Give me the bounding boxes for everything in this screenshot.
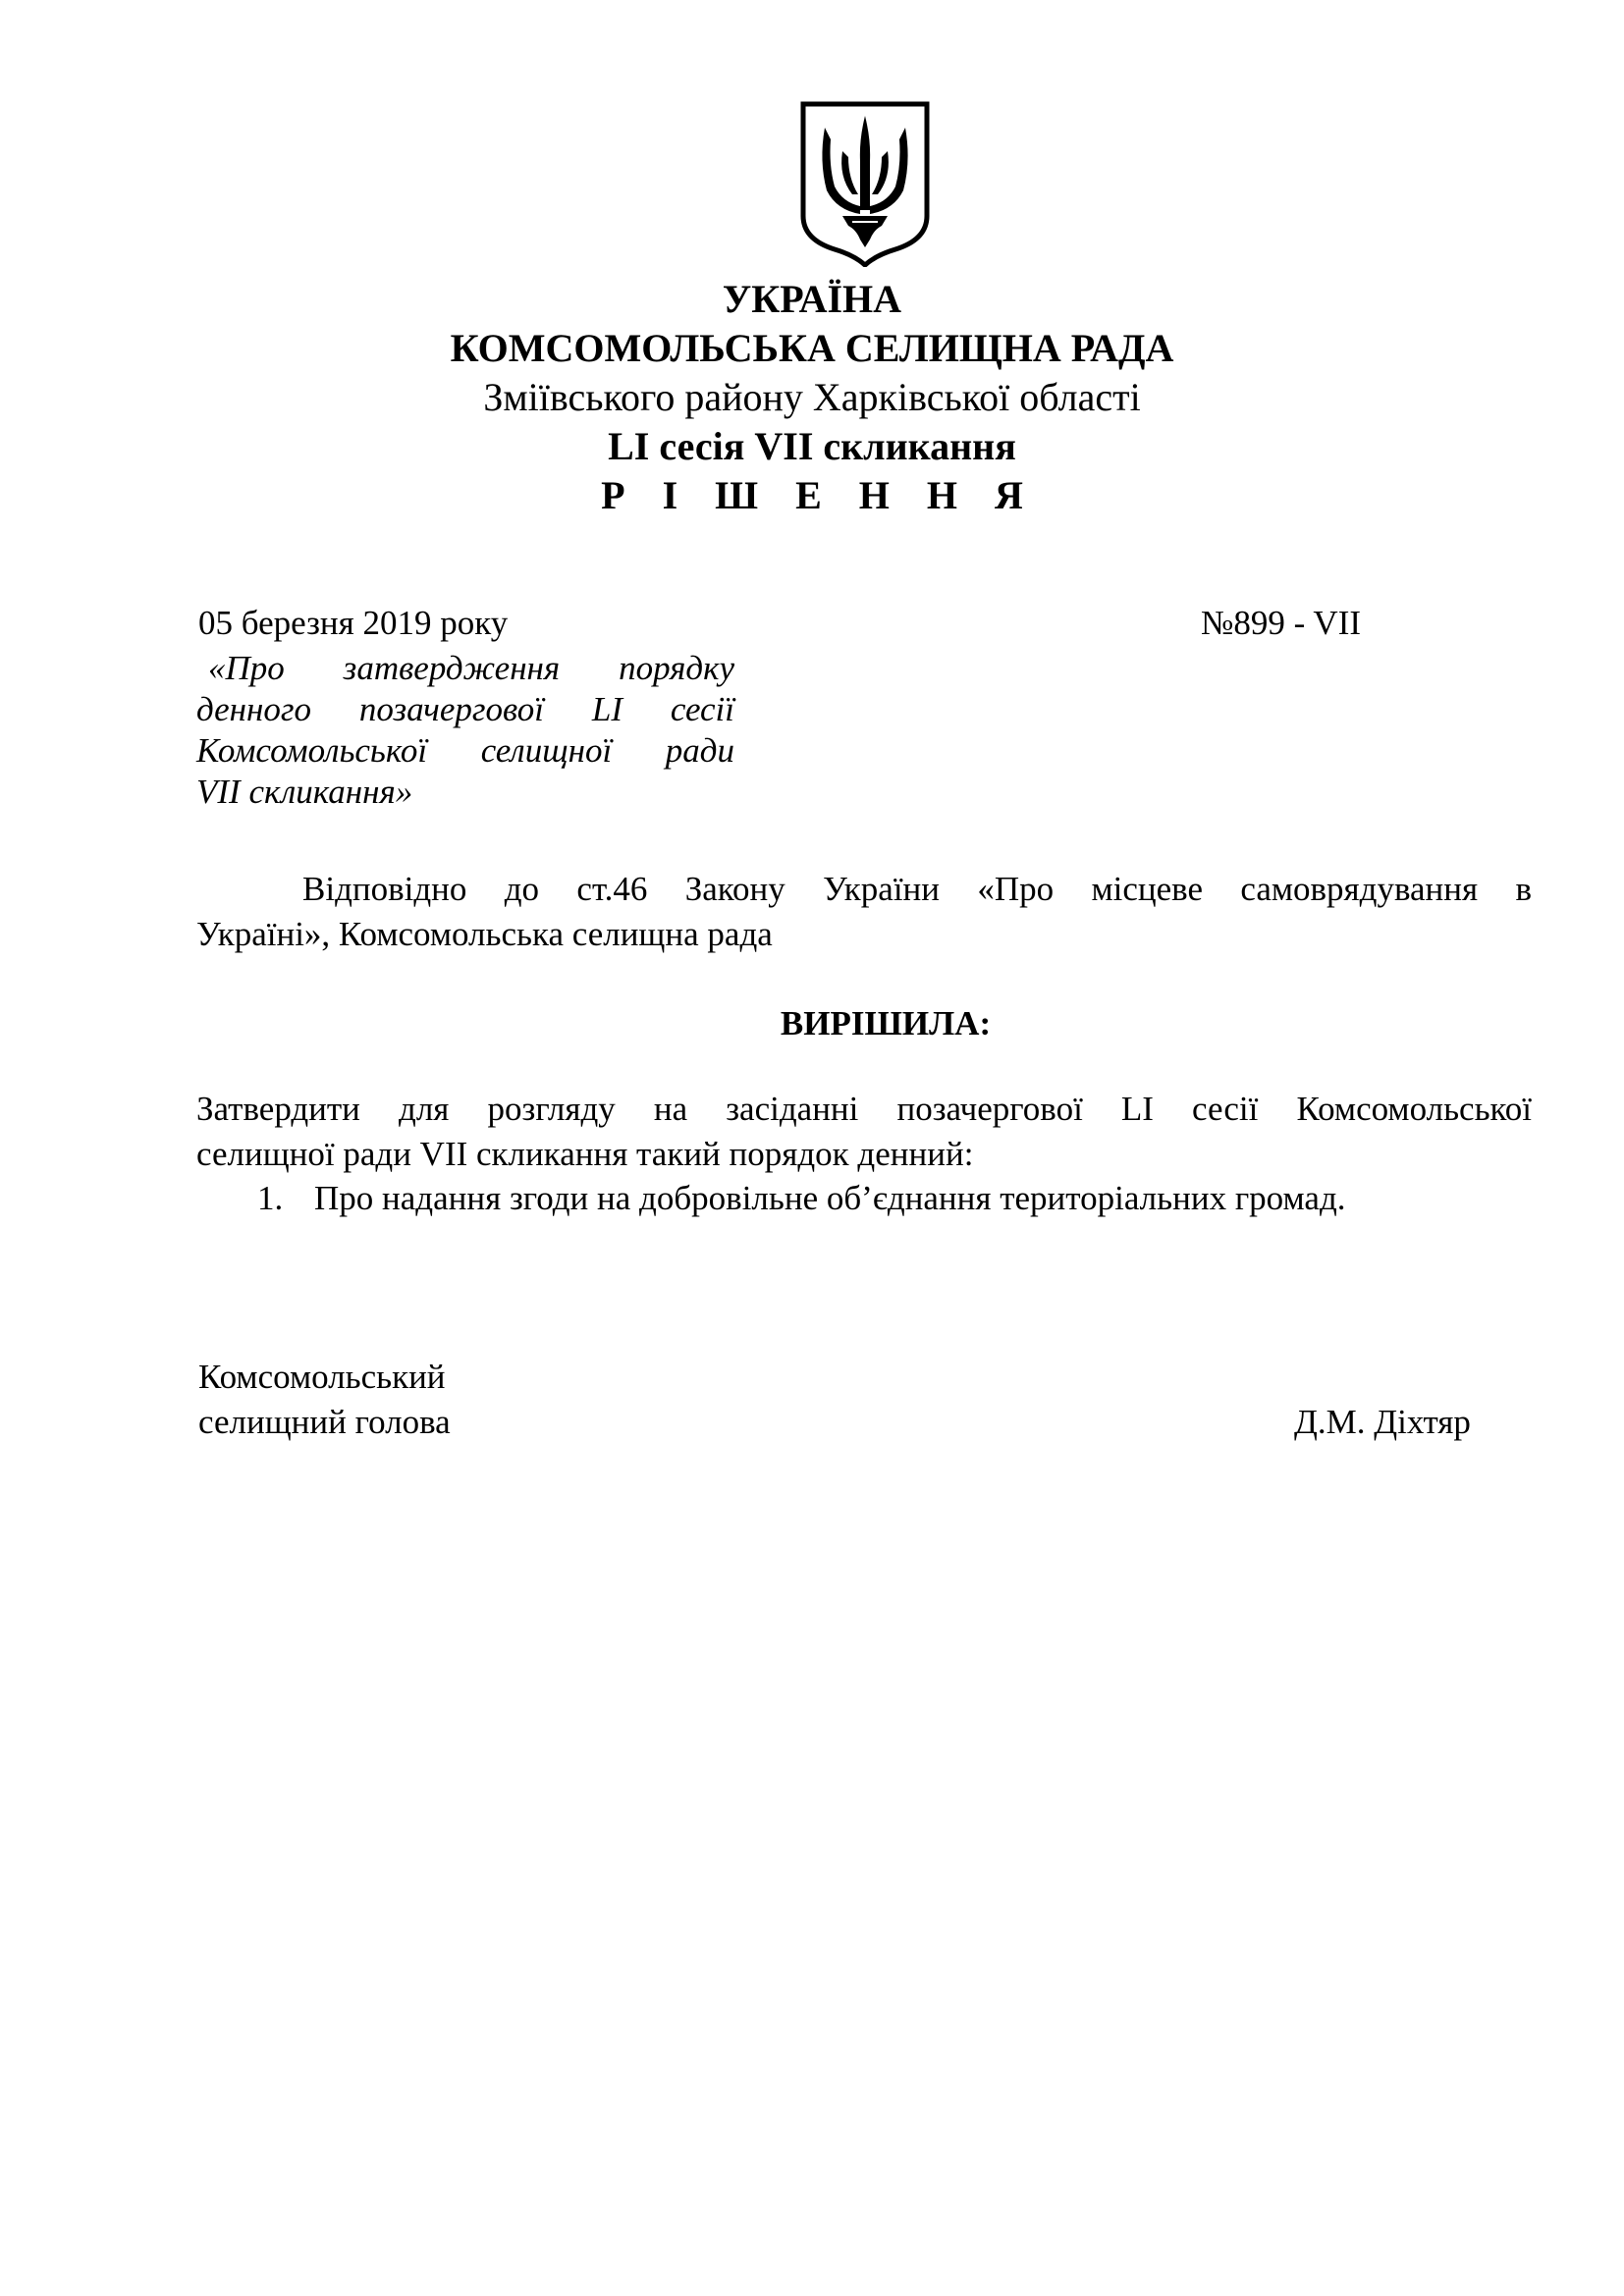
council-title: КОМСОМОЛЬСЬКА СЕЛИЩНА РАДА	[450, 326, 1174, 370]
decision-number: №899 - VII	[1201, 604, 1362, 642]
preamble-line: Україні», Комсомольська селищна рада	[196, 915, 773, 953]
body-line: селищної ради VII скликання такий порядок денний:	[196, 1135, 974, 1173]
decision-date: 05 березня 2019 року	[198, 604, 509, 642]
decision-body	[196, 1087, 1532, 1177]
agenda-item-number: 1.	[257, 1179, 284, 1217]
document-type: Р І Ш Е Н Н Я	[601, 473, 1037, 517]
body-line: Затвердити для розгляду на засіданні позачергової LI сесії Комсомольської	[196, 1090, 1532, 1128]
decision-subject	[196, 648, 734, 813]
resolved-heading: ВИРІШИЛА:	[780, 1004, 992, 1042]
document-header	[0, 275, 1624, 520]
subject-line: денного позачергової LI сесії	[196, 690, 734, 728]
agenda-item-text: Про надання згоди на добровільне об’єднання територіальних громад.	[314, 1179, 1346, 1217]
subject-line: Комсомольської селищної ради	[196, 731, 734, 770]
position-line: селищний голова	[198, 1403, 451, 1441]
signatory-name: Д.М. Діхтяр	[1294, 1403, 1471, 1441]
position-line: Комсомольський	[198, 1358, 446, 1396]
subject-line: VII скликання»	[196, 773, 413, 811]
signatory-position	[198, 1355, 451, 1445]
district-line: Зміївського району Харківської області	[483, 375, 1141, 419]
agenda-item	[257, 1176, 1346, 1221]
preamble-paragraph	[196, 867, 1532, 957]
country-title: УКРАЇНА	[722, 277, 902, 321]
session-line: LI сесія VII скликання	[608, 424, 1016, 468]
preamble-line: Відповідно до ст.46 Закону України «Про місцеве самоврядування в	[302, 870, 1532, 908]
trident-coat-of-arms-icon	[797, 100, 933, 267]
subject-line: «Про затвердження порядку	[208, 649, 734, 687]
